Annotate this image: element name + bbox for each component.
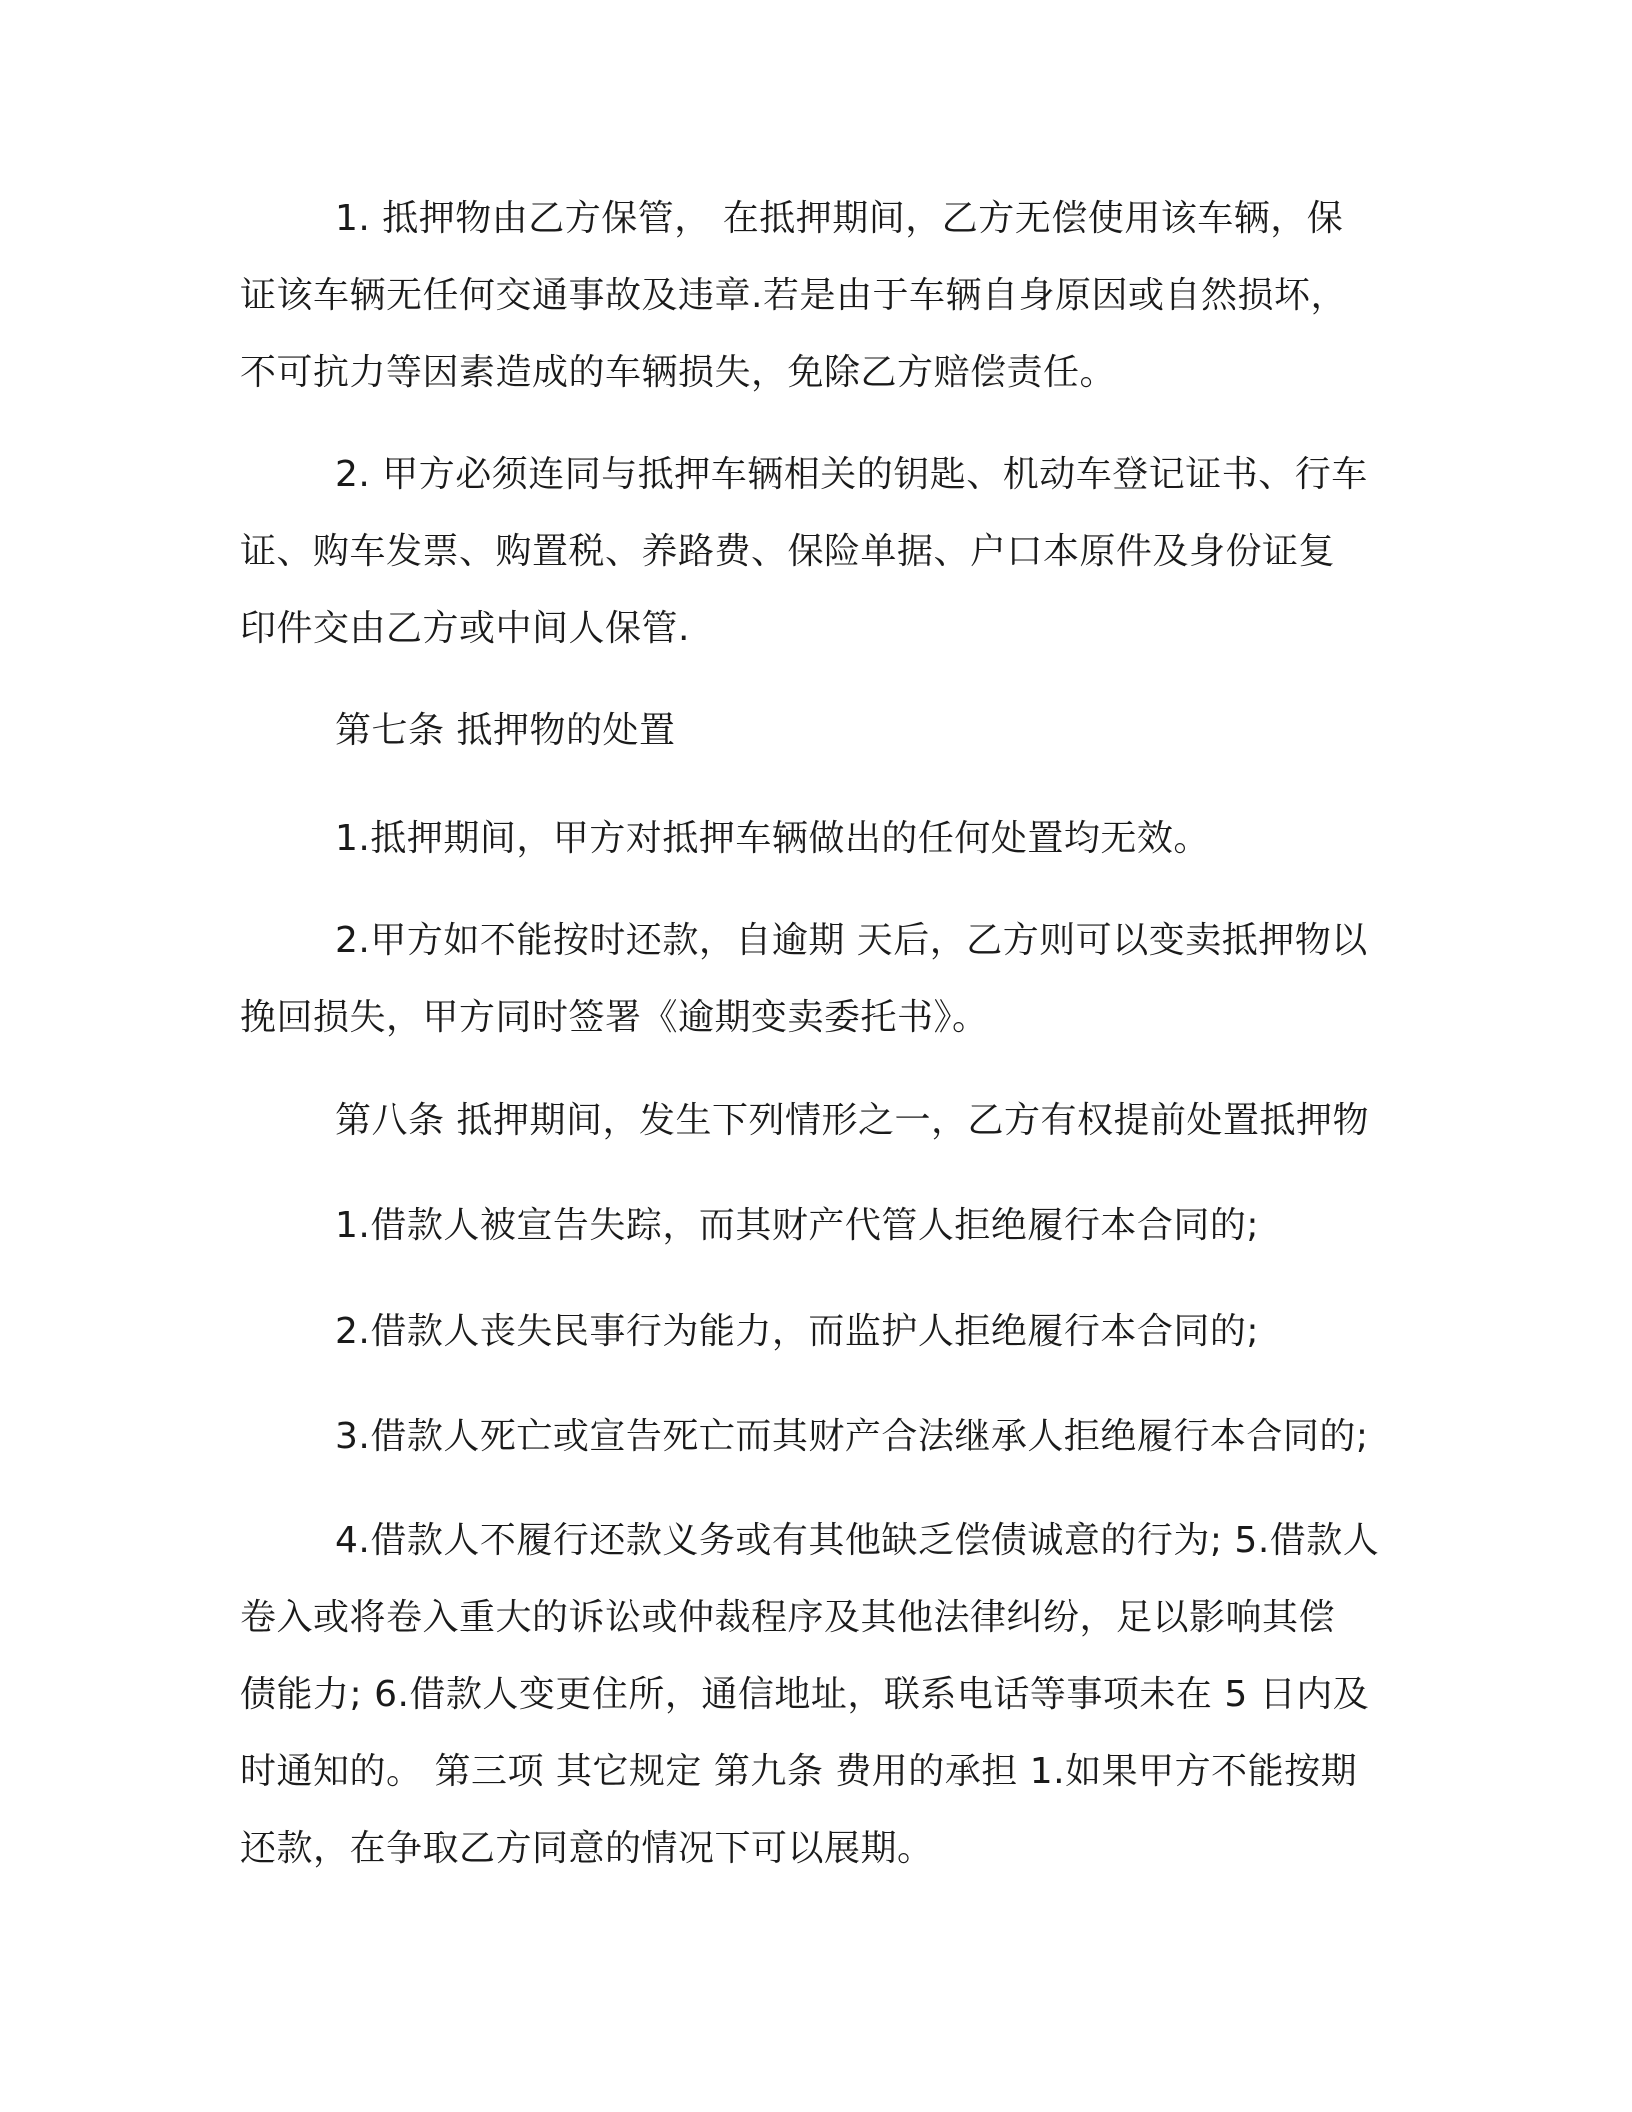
text-line: 2.甲方如不能按时还款，自逾期 天后，乙方则可以变卖抵押物以 xyxy=(335,920,1368,961)
text-line: 4.借款人不履行还款义务或有其他缺乏偿债诚意的行为; 5.借款人 xyxy=(335,1520,1380,1561)
list-item-missing xyxy=(335,1187,1385,1264)
text-line: 证、购车发票、购置税、养路费、保险单据、户口本原件及身份证复 xyxy=(240,531,1336,572)
list-item-death xyxy=(335,1398,1385,1475)
text-line: 第八条 抵押期间，发生下列情形之一，乙方有权提前处置抵押物 xyxy=(335,1100,1369,1141)
list-item-incapacity xyxy=(335,1293,1385,1370)
article-seven-heading xyxy=(335,692,1385,769)
paragraph-disposal-invalid xyxy=(335,800,1385,877)
text-line: 挽回损失，甲方同时签署《逾期变卖委托书》。 xyxy=(240,997,989,1038)
text-line: 印件交由乙方或中间人保管. xyxy=(240,608,690,649)
text-line: 不可抗力等因素造成的车辆损失，免除乙方赔偿责任。 xyxy=(240,352,1117,393)
text-line: 卷入或将卷入重大的诉讼或仲裁程序及其他法律纠纷，足以影响其偿 xyxy=(240,1597,1336,1638)
text-line: 第七条 抵押物的处置 xyxy=(335,710,676,751)
paragraph-custody xyxy=(240,180,1380,411)
text-line: 还款，在争取乙方同意的情况下可以展期。 xyxy=(240,1828,934,1869)
text-line: 时通知的。 第三项 其它规定 第九条 费用的承担 1.如果甲方不能按期 xyxy=(240,1751,1358,1792)
text-line: 2.借款人丧失民事行为能力，而监护人拒绝履行本合同的; xyxy=(335,1311,1259,1352)
paragraph-other-cases xyxy=(240,1502,1380,1887)
text-line: 1.抵押期间，甲方对抵押车辆做出的任何处置均无效。 xyxy=(335,818,1210,859)
paragraph-documents xyxy=(240,436,1380,667)
text-line: 2. 甲方必须连同与抵押车辆相关的钥匙、机动车登记证书、行车 xyxy=(335,454,1368,495)
article-eight-heading xyxy=(335,1082,1385,1159)
text-line: 1. 抵押物由乙方保管， 在抵押期间，乙方无偿使用该车辆，保 xyxy=(335,198,1344,239)
text-line: 债能力; 6.借款人变更住所，通信地址，联系电话等事项未在 5 日内及 xyxy=(240,1674,1370,1715)
text-line: 3.借款人死亡或宣告死亡而其财产合法继承人拒绝履行本合同的; xyxy=(335,1416,1369,1457)
paragraph-overdue-sale xyxy=(240,902,1380,1056)
text-line: 1.借款人被宣告失踪，而其财产代管人拒绝履行本合同的; xyxy=(335,1205,1259,1246)
text-line: 证该车辆无任何交通事故及违章.若是由于车辆自身原因或自然损坏， xyxy=(240,275,1347,316)
